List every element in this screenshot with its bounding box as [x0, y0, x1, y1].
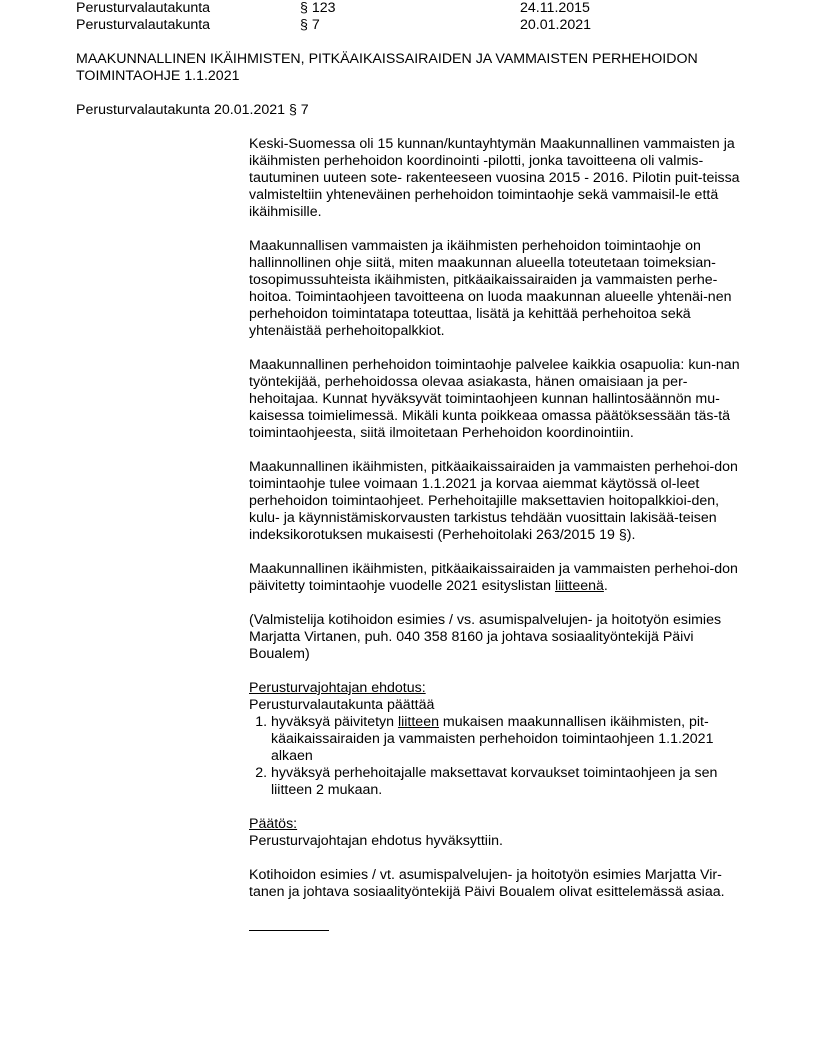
board-name: Perusturvalautakunta	[76, 17, 211, 33]
proposal-heading: Perusturvajohtajan ehdotus:	[249, 680, 426, 696]
decision-text: Perusturvajohtajan ehdotus hyväksyttiin.	[249, 833, 503, 849]
meeting-reference: Perusturvalautakunta 20.01.2021 § 7	[76, 102, 309, 118]
document-title: MAAKUNNALLINEN IKÄIHMISTEN, PITKÄAIKAISSAIRAIDEN JA VAMMAISTEN PERHEHOIDON TOIMINTAOHJE 1.1.2021	[76, 51, 698, 84]
header-row	[76, 0, 776, 17]
decision-heading: Päätös:	[249, 816, 298, 832]
meeting-date: 24.11.2015	[520, 0, 590, 16]
document-body	[249, 136, 749, 936]
preparer-note: (Valmistelija kotihoidon esimies / vs. asumispalvelujen- ja hoitotyön esimies Marjatta Virtanen, puh. 040 358 8160 ja johtava sosiaalityöntekijä Päivi Boualem)	[249, 612, 722, 662]
meeting-date: 20.01.2021	[520, 17, 592, 33]
proposal-intro: Perusturvalautakunta päättää	[249, 697, 435, 713]
list-item	[271, 714, 749, 765]
divider	[249, 918, 329, 931]
paragraph	[249, 561, 749, 595]
section-number: § 7	[300, 17, 320, 33]
paragraph: Maakunnallinen ikäihmisten, pitkäaikaissairaiden ja vammaisten perhehoi-don toimintaohje tulee voimaan 1.1.2021 ja korvaa aiemmat käytössä ol-leet perhehoidon toimintaohjeet. Perhehoitajille maksettavien hoitopalkkioi-den, kulu- ja käynnistämiskorvausten tarkistus tehdään vuosittain lakisää-teisen indeksikorotuksen mukaisesti (Perhehoitolaki 263/2015 19 §).	[249, 459, 738, 543]
attachment-link[interactable]: liitteen	[397, 714, 439, 730]
list-item-text: hyväksyä päivitetyn	[271, 714, 398, 730]
list-item: 2. hyväksyä perhehoitajalle maksettavat korvaukset toimintaohjeen ja sen liitteen 2 mukaan.	[271, 765, 749, 799]
paragraph: Maakunnallisen vammaisten ja ikäihmisten perhehoidon toimintaohje on hallinnollinen ohje siitä, miten maakunnan alueella toteutetaan toimeksian-tosopimussuhteista ikäihmisten, pitkäaikaissairaiden ja vammaisten perhe-hoitoa. Toimintaohjeen tavoitteena on luoda maakunnan alueelle yhtenäi-nen perhehoidon toimintatapa toteuttaa, lisätä ja kehittää perhehoitoa sekä yhtenäistää perhehoitopalkkiot.	[249, 238, 732, 339]
signature-line	[249, 918, 749, 936]
paragraph: Maakunnallinen perhehoidon toimintaohje palvelee kaikkia osapuolia: kun-nan työntekijää, perhehoidossa olevaa asiakasta, hänen omaisiaan ja per-hehoitajaa. Kunnat hyväksyvät toimintaohjeen kunnan hallintosäännön mu-kaisessa toimielimessä. Mikäli kunta poikkeaa omassa päätöksessään täs-tä toimintaohjeesta, siitä ilmoitetaan Perhehoidon koordinointiin.	[249, 357, 740, 441]
header-row	[76, 17, 776, 34]
section-number: § 123	[300, 0, 336, 16]
list-item-text: mukaisen maakunnallisen ikäihmisten, pit-käaikaissairaiden ja vammaisten perhehoidon toimintaohjeen 1.1.2021 alkaen	[271, 714, 714, 764]
paragraph-text: Maakunnallinen ikäihmisten, pitkäaikaissairaiden ja vammaisten perhehoi-don päivitetty toimintaohje vuodelle 2021 esityslistan	[249, 561, 738, 594]
paragraph-end: .	[603, 578, 608, 594]
board-name: Perusturvalautakunta	[76, 0, 211, 16]
presenters-note: Kotihoidon esimies / vt. asumispalvelujen- ja hoitotyön esimies Marjatta Vir-tanen ja johtava sosiaalityöntekijä Päivi Boualem olivat esittelemässä asiaa.	[249, 867, 725, 900]
proposal-list	[249, 714, 749, 799]
paragraph: Keski-Suomessa oli 15 kunnan/kuntayhtymän Maakunnallinen vammaisten ja ikäihmisten perhehoidon koordinointi -pilotti, jonka tavoitteena oli valmis-tautuminen uuteen sote- rakenteeseen vuosina 2015 - 2016. Pilotin puit-teissa valmisteltiin yhteneväinen perhehoidon toimintaohje sekä vammaisil-le että ikäihmisille.	[249, 136, 740, 220]
attachment-link[interactable]: liitteenä	[555, 578, 604, 594]
